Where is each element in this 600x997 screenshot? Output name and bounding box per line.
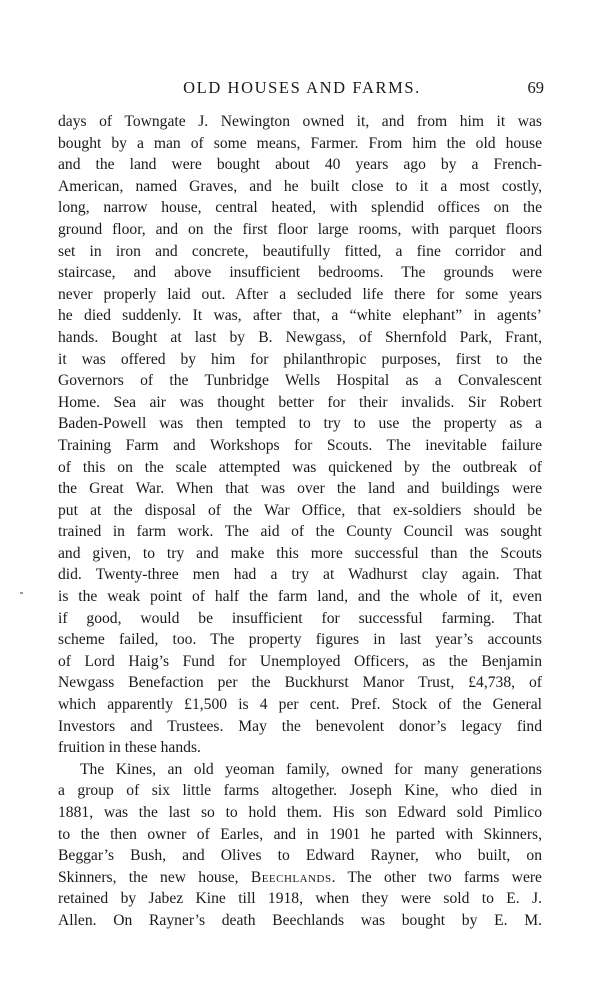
running-head	[60, 76, 544, 100]
text-line: Beggar’s Bush, and Olives to Edward Rayner, who built, on	[58, 847, 542, 865]
text-line: scheme failed, too. The property figures in last year’s accounts	[58, 631, 542, 649]
text-line: 1881, was the last so to hold them. His son Edward sold Pimlico	[58, 804, 542, 821]
text-line: Home. Sea air was thought better for their invalids. Sir Robert	[58, 393, 542, 411]
text-line: of this on the scale attempted was quickened by the outbreak of	[58, 458, 542, 476]
text-line: it was offered by him for philanthropic purposes, first to the	[58, 350, 542, 368]
text-line: the Great War. When that was over the land and buildings were	[58, 480, 542, 498]
text-line: he died suddenly. It was, after that, a “white elephant” in agents’	[58, 307, 542, 325]
text-line: of Lord Haig’s Fund for Unemployed Officers, as the Benjamin	[58, 652, 542, 670]
text-line: is the weak point of half the farm land, and the whole of it, even	[58, 588, 542, 606]
text-line: and the land were bought about 40 years ago by a French-	[58, 156, 542, 174]
text-line: The Kines, an old yeoman family, owned for many generations	[80, 760, 542, 778]
text-line: bought by a man of some means, Farmer. From him the old house	[58, 134, 542, 152]
text-line	[58, 867, 542, 889]
house-name-smallcaps: Beechlands	[250, 868, 332, 886]
text-line: fruition in these hands.	[58, 739, 201, 757]
text-line: if good, would be insufficient for successful farming. That	[58, 609, 542, 627]
margin-speck	[20, 592, 23, 594]
text-line: Newgass Benefaction per the Buckhurst Manor Trust, £4,738, of	[58, 674, 542, 692]
text-segment: Skinners, the new house,	[58, 868, 251, 886]
text-line: set in iron and concrete, beautifully fitted, a fine corridor and	[58, 242, 542, 260]
body-text	[58, 111, 542, 932]
text-line: did. Twenty-three men had a try at Wadhurst clay again. That	[58, 566, 542, 584]
text-line: to the then owner of Earles, and in 1901 he parted with Skinners,	[58, 825, 542, 843]
text-line: American, named Graves, and he built close to it a most costly,	[58, 177, 542, 195]
text-segment: . The other two farms were	[331, 868, 542, 886]
text-line: staircase, and above insufficient bedrooms. The grounds were	[58, 264, 542, 282]
text-line: Governors of the Tunbridge Wells Hospital as a Convalescent	[58, 372, 542, 390]
text-line: and given, to try and make this more successful than the Scouts	[58, 544, 542, 562]
text-line: hands. Bought at last by B. Newgass, of Shernfold Park, Frant,	[58, 328, 542, 346]
text-line: Training Farm and Workshops for Scouts. The inevitable failure	[58, 436, 542, 454]
text-line: ground floor, and on the first floor large rooms, with parquet floors	[58, 220, 542, 238]
text-line: days of Towngate J. Newington owned it, and from him it was	[58, 113, 542, 130]
text-line: Investors and Trustees. May the benevolent donor’s legacy find	[58, 717, 542, 735]
text-line: which apparently £1,500 is 4 per cent. Pref. Stock of the General	[58, 696, 542, 714]
running-title: OLD HOUSES AND FARMS.	[183, 78, 421, 97]
page-number: 69	[527, 78, 544, 97]
text-line: retained by Jabez Kine till 1918, when they were sold to E. J.	[58, 890, 542, 908]
text-line: a group of six little farms altogether. Joseph Kine, who died in	[58, 782, 542, 800]
text-line: put at the disposal of the War Office, that ex-soldiers should be	[58, 501, 542, 519]
text-line: Allen. On Rayner’s death Beechlands was bought by E. M.	[58, 911, 542, 929]
text-line: Baden-Powell was then tempted to try to use the property as a	[58, 415, 542, 433]
text-line: trained in farm work. The aid of the County Council was sought	[58, 523, 542, 541]
text-line: never properly laid out. After a secluded life there for some years	[58, 285, 542, 303]
text-line: long, narrow house, central heated, with splendid offices on the	[58, 199, 542, 217]
